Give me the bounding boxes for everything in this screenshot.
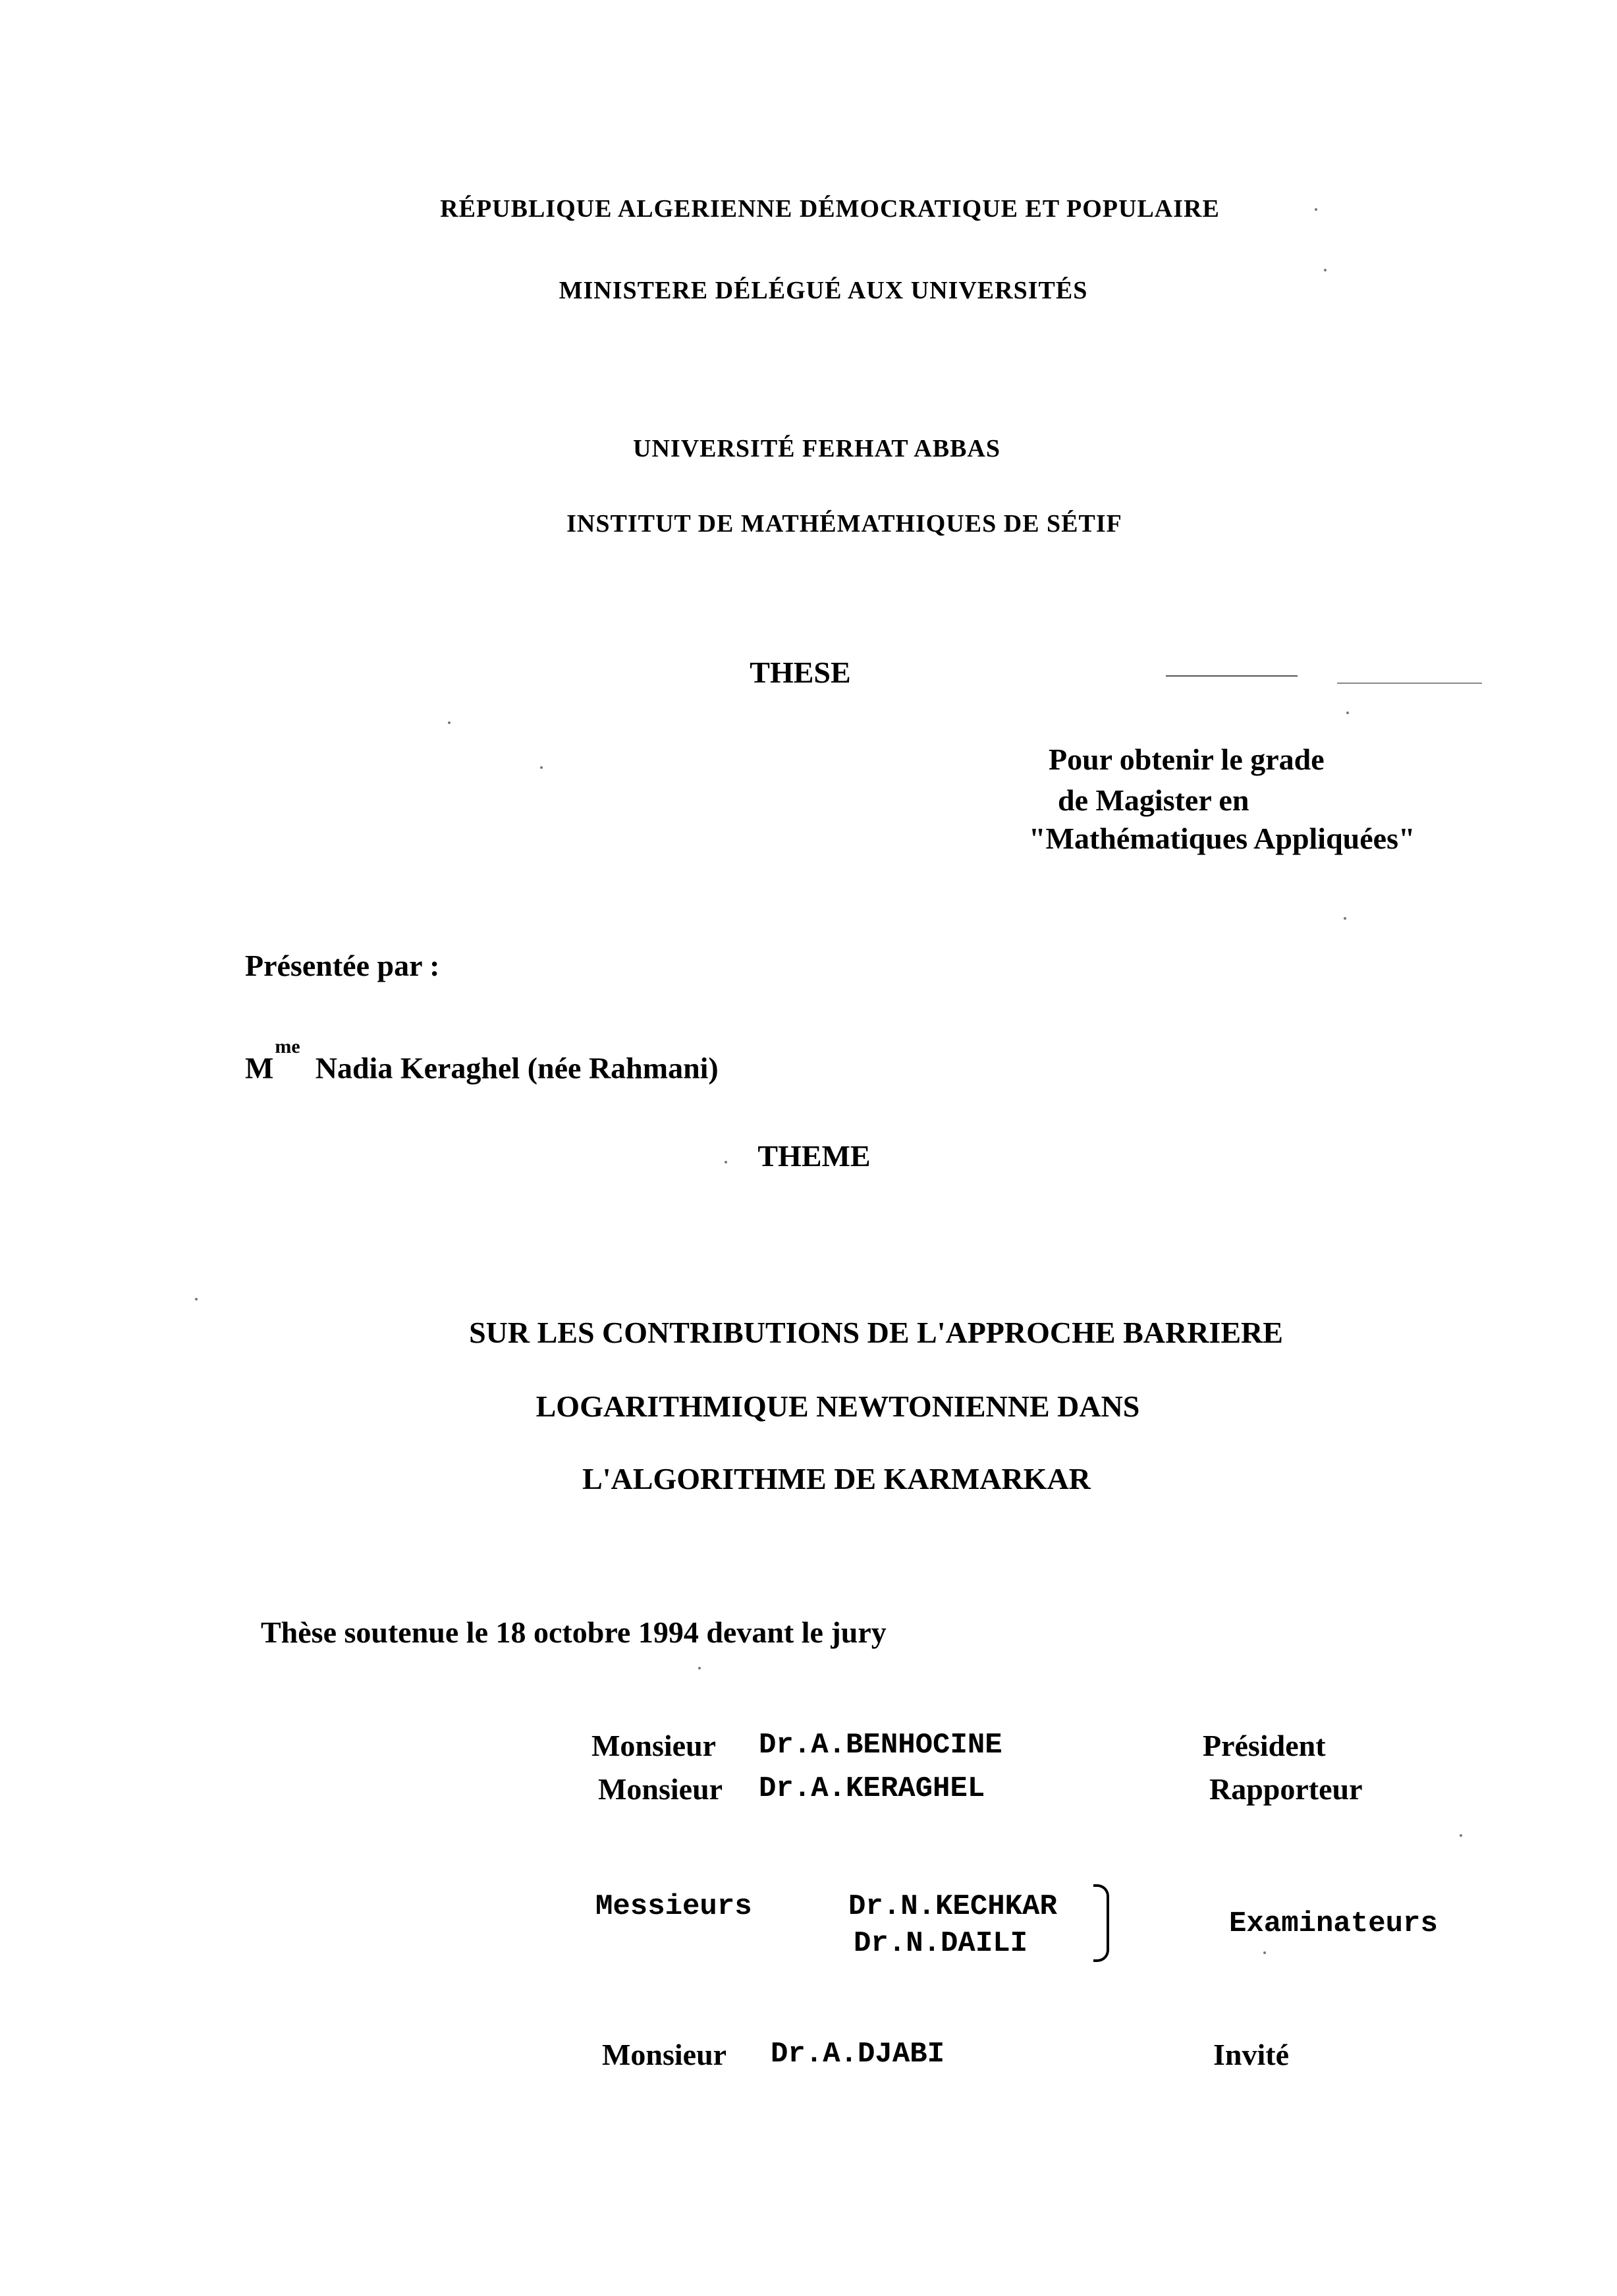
- candidate-title-sup: me: [275, 1036, 300, 1057]
- candidate-name: [245, 1036, 719, 1085]
- scan-speck: [1263, 1951, 1266, 1954]
- scan-speck: [1344, 917, 1346, 920]
- scan-speck: [448, 721, 451, 724]
- presented-by-label: Présentée par :: [245, 949, 440, 982]
- ministry-heading: MINISTERE DÉLÉGUÉ AUX UNIVERSITÉS: [559, 277, 1088, 304]
- jury-president-name: Dr.A.BENHOCINE: [759, 1729, 1002, 1762]
- jury-examinateur-name-1: Dr.N.KECHKAR: [848, 1890, 1057, 1923]
- degree-line-1: Pour obtenir le grade: [1049, 742, 1325, 776]
- degree-line-3: "Mathématiques Appliquées": [1029, 822, 1415, 855]
- jury-rapporteur-role: Rapporteur: [1209, 1772, 1363, 1806]
- jury-examinateurs-title: Messieurs: [595, 1890, 752, 1923]
- jury-president-title: Monsieur: [591, 1729, 717, 1762]
- jury-president-role: Président: [1203, 1729, 1326, 1762]
- jury-rapporteur-name: Dr.A.KERAGHEL: [759, 1772, 985, 1805]
- scan-artifact-line: [1337, 683, 1482, 684]
- scan-speck: [1460, 1834, 1462, 1837]
- scan-artifact-line: [1166, 675, 1298, 677]
- theme-line-1: SUR LES CONTRIBUTIONS DE L'APPROCHE BARRIERE: [469, 1316, 1283, 1349]
- doc-type-title: THESE: [750, 656, 851, 689]
- jury-examinateurs-brace: [1093, 1884, 1109, 1962]
- jury-invite-title: Monsieur: [602, 2038, 727, 2071]
- theme-line-2: LOGARITHMIQUE NEWTONIENNE DANS: [535, 1389, 1140, 1423]
- jury-rapporteur-title: Monsieur: [598, 1772, 723, 1806]
- scan-speck: [1315, 208, 1317, 211]
- degree-line-2: de Magister en: [1058, 783, 1249, 817]
- defense-statement: Thèse soutenue le 18 octobre 1994 devant le jury: [261, 1615, 887, 1649]
- republic-heading: RÉPUBLIQUE ALGERIENNE DÉMOCRATIQUE ET POPULAIRE: [440, 195, 1220, 223]
- scan-speck: [1324, 269, 1327, 271]
- jury-examinateurs-role: Examinateurs: [1229, 1907, 1438, 1940]
- scan-speck: [1346, 712, 1349, 714]
- candidate-fullname: Nadia Keraghel (née Rahmani): [315, 1051, 719, 1085]
- scan-speck: [725, 1161, 727, 1163]
- jury-invite-name: Dr.A.DJABI: [771, 2038, 945, 2071]
- scan-speck: [195, 1298, 198, 1301]
- university-heading: UNIVERSITÉ FERHAT ABBAS: [633, 435, 1000, 462]
- candidate-title-prefix: M: [245, 1051, 274, 1085]
- jury-examinateur-name-2: Dr.N.DAILI: [854, 1927, 1028, 1960]
- scan-speck: [540, 766, 543, 769]
- scan-speck: [698, 1667, 701, 1669]
- theme-label: THEME: [757, 1139, 871, 1173]
- theme-line-3: L'ALGORITHME DE KARMARKAR: [582, 1462, 1091, 1496]
- jury-invite-role: Invité: [1213, 2038, 1289, 2071]
- institute-heading: INSTITUT DE MATHÉMATHIQUES DE SÉTIF: [566, 510, 1122, 538]
